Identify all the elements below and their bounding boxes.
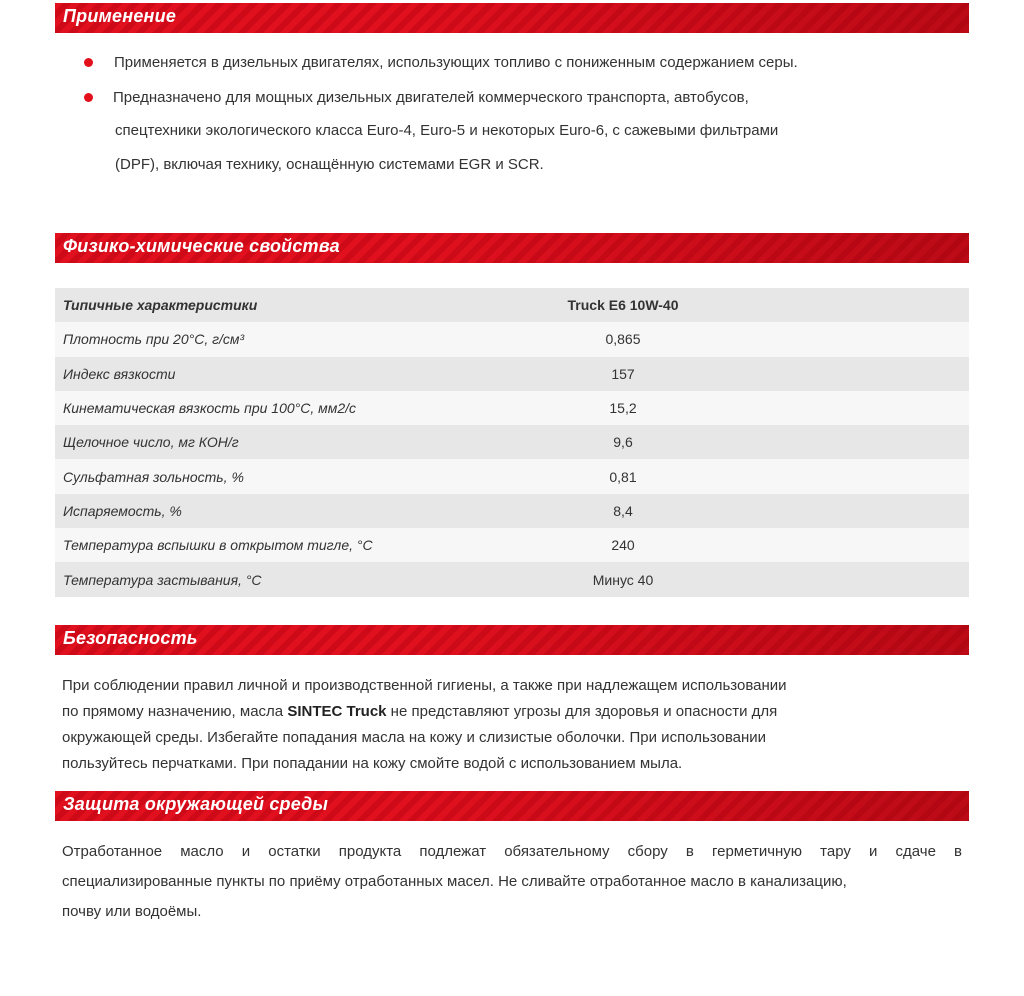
- bullet-continuation: спецтехники экологического класса Euro-4, Euro-5 и некоторых Euro-6, с сажевыми фильтрами: [115, 122, 779, 139]
- property-value: 0,865: [543, 322, 703, 356]
- section-header-application: [55, 3, 969, 33]
- section-header-properties: [55, 233, 969, 263]
- property-name: Температура застывания, °С: [55, 562, 543, 596]
- text-line: Отработанное масло и остатки продукта подлежат обязательному сбору в герметичную тару и сдаче в: [62, 843, 962, 860]
- property-value: Минус 40: [543, 562, 703, 596]
- text-span: по прямому назначению, масла: [62, 703, 288, 720]
- bullet-continuation: (DPF), включая технику, оснащённую системами EGR и SCR.: [115, 156, 544, 173]
- text-line: При соблюдении правил личной и производственной гигиены, а также при надлежащем использовании: [62, 677, 787, 694]
- safety-paragraph: [62, 673, 962, 777]
- table-row: [55, 322, 969, 356]
- property-value: 8,4: [543, 494, 703, 528]
- table-row: [55, 562, 969, 596]
- property-value: 9,6: [543, 425, 703, 459]
- property-value: 15,2: [543, 391, 703, 425]
- bullet-icon: [84, 58, 93, 67]
- text-line: пользуйтесь перчатками. При попадании на кожу смойте водой с использованием мыла.: [62, 755, 683, 772]
- property-value: 0,81: [543, 459, 703, 493]
- column-header-name: Типичные характеристики: [55, 288, 543, 322]
- section-title: Защита окружающей среды: [63, 794, 329, 814]
- text-line: специализированные пункты по приёму отработанных масел. Не сливайте отработанное масло в канализацию,: [62, 873, 847, 890]
- table-row: [55, 391, 969, 425]
- section-title: Физико-химические свойства: [63, 236, 340, 256]
- column-header-value: Truck E6 10W-40: [543, 288, 703, 322]
- property-value: 240: [543, 528, 703, 562]
- section-header-safety: [55, 625, 969, 655]
- table-header-row: [55, 288, 969, 322]
- product-name: SINTEC Truck: [287, 703, 387, 720]
- environment-paragraph: [62, 837, 962, 927]
- text-line: окружающей среды. Избегайте попадания масла на кожу и слизистые оболочки. При использовании: [62, 729, 767, 746]
- property-name: Сульфатная зольность, %: [55, 459, 543, 493]
- property-value: 157: [543, 357, 703, 391]
- table-row: [55, 357, 969, 391]
- property-name: Плотность при 20°С, г/см³: [55, 322, 543, 356]
- table-row: [55, 459, 969, 493]
- table-row: [55, 425, 969, 459]
- bullet-icon: [84, 93, 93, 102]
- bullet-text: Предназначено для мощных дизельных двигателей коммерческого транспорта, автобусов,: [113, 89, 749, 106]
- property-name: Испаряемость, %: [55, 494, 543, 528]
- property-name: Температура вспышки в открытом тигле, °С: [55, 528, 543, 562]
- text-span: не представляют угрозы для здоровья и опасности для: [386, 703, 778, 720]
- text-line: почву или водоёмы.: [62, 903, 202, 920]
- bullet-text: Применяется в дизельных двигателях, использующих топливо с пониженным содержанием серы.: [114, 54, 798, 71]
- text-line: [62, 699, 962, 725]
- properties-table: [55, 288, 969, 597]
- section-title: Применение: [63, 6, 177, 26]
- property-name: Щелочное число, мг КОН/г: [55, 425, 543, 459]
- table-row: [55, 494, 969, 528]
- property-name: Кинематическая вязкость при 100°С, мм2/с: [55, 391, 543, 425]
- table-row: [55, 528, 969, 562]
- property-name: Индекс вязкости: [55, 357, 543, 391]
- section-title: Безопасность: [63, 628, 198, 648]
- section-header-environment: [55, 791, 969, 821]
